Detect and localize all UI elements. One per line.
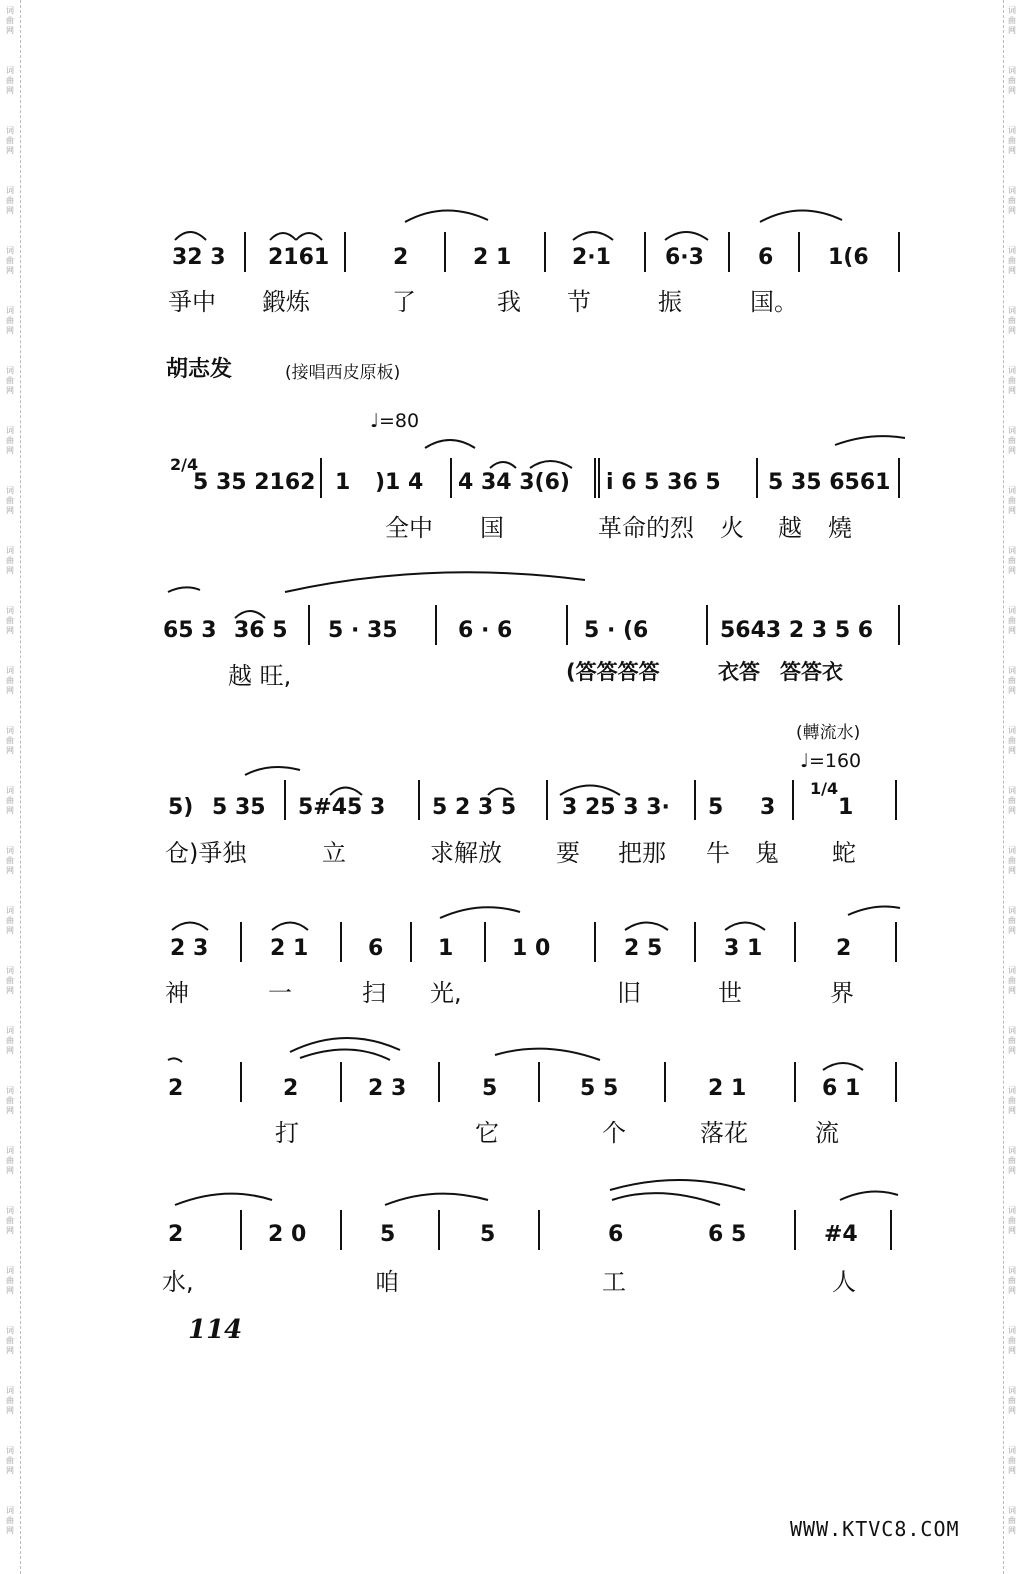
note-group: 2161 xyxy=(268,245,330,270)
watermark-mark: 词 曲 网 xyxy=(6,1026,14,1055)
lyric: 神 xyxy=(165,979,189,1007)
note-group: 2 1 xyxy=(708,1076,747,1101)
watermark-mark: 词 曲 网 xyxy=(1008,126,1016,155)
note-group: 3 1 xyxy=(724,936,763,961)
note-group: )1 4 xyxy=(375,470,424,495)
bar-line xyxy=(706,605,708,645)
lyric: 爭中 xyxy=(168,288,216,316)
bar-line xyxy=(538,1210,540,1250)
watermark-mark: 词 曲 网 xyxy=(6,1506,14,1535)
lyric: 立 xyxy=(322,839,346,867)
tempo-marking: ♩=80 xyxy=(370,410,420,432)
lyric: 人 xyxy=(832,1268,856,1296)
watermark-mark: 词 曲 网 xyxy=(1008,666,1016,695)
note-group: 5 · (6 xyxy=(584,618,649,643)
note-group: 2 3 xyxy=(170,936,209,961)
note-group: 1 xyxy=(838,795,854,820)
lyric: 把那 xyxy=(618,839,666,867)
lyric: 流 xyxy=(815,1119,839,1147)
watermark-mark: 词 曲 网 xyxy=(1008,846,1016,875)
bar-line xyxy=(598,458,600,498)
bar-line xyxy=(664,1062,666,1102)
lyric: 咱 xyxy=(375,1268,399,1296)
watermark-mark: 词 曲 网 xyxy=(6,1146,14,1175)
note-group: 2 xyxy=(168,1076,184,1101)
note-group: 2 xyxy=(168,1222,184,1247)
bar-line xyxy=(308,605,310,645)
watermark-mark: 词 曲 网 xyxy=(6,846,14,875)
note-group: 2 xyxy=(393,245,409,270)
note-group: 2 0 xyxy=(268,1222,307,1247)
watermark-mark: 词 曲 网 xyxy=(6,1326,14,1355)
lyric: 节 xyxy=(567,288,591,316)
watermark-mark: 词 曲 网 xyxy=(6,246,14,275)
lyric: 打 xyxy=(275,1119,299,1147)
lyric: 旧 xyxy=(617,979,641,1007)
lyric: 求解放 xyxy=(430,839,502,867)
note-group: 5) xyxy=(168,795,194,820)
bar-line xyxy=(538,1062,540,1102)
lyric: 全中 xyxy=(385,514,433,542)
bar-line xyxy=(240,1062,242,1102)
lyric: 要 xyxy=(556,839,580,867)
watermark-mark: 词 曲 网 xyxy=(1008,1386,1016,1415)
lyric: 扫 xyxy=(362,979,386,1007)
bar-line xyxy=(898,458,900,498)
tempo-change-note: (轉流水) xyxy=(796,723,861,743)
lyric: 水, xyxy=(162,1268,194,1296)
watermark-mark: 词 曲 网 xyxy=(6,966,14,995)
lyric: 越 xyxy=(778,514,802,542)
bar-line xyxy=(340,1062,342,1102)
bar-line xyxy=(898,232,900,272)
watermark-mark: 词 曲 网 xyxy=(6,1266,14,1295)
bar-line xyxy=(484,922,486,962)
note-group: 5 5 xyxy=(580,1076,619,1101)
time-signature: 2/4 xyxy=(170,455,199,474)
note-group: 6 xyxy=(368,936,384,961)
lyric: 光, xyxy=(430,979,462,1007)
watermark-mark: 词 曲 网 xyxy=(6,546,14,575)
note-group: 3 25 3 3· xyxy=(562,795,670,820)
bar-line xyxy=(435,605,437,645)
bar-line xyxy=(546,780,548,820)
note-group: 5643 2 3 5 6 xyxy=(720,618,874,643)
note-group: 2 1 xyxy=(473,245,512,270)
bar-line xyxy=(794,1062,796,1102)
lyric: 鍛炼 xyxy=(262,288,310,316)
note-group: 5 35 xyxy=(212,795,266,820)
note-group: 5 xyxy=(482,1076,498,1101)
note-group: 6 · 6 xyxy=(458,618,513,643)
lyric: 工 xyxy=(602,1268,626,1296)
lyric: 了 xyxy=(392,288,416,316)
watermark-mark: 词 曲 网 xyxy=(6,366,14,395)
bar-line xyxy=(544,232,546,272)
singer-label: 胡志发 xyxy=(166,357,233,382)
watermark-mark: 词 曲 网 xyxy=(1008,1086,1016,1115)
watermark-mark: 词 曲 网 xyxy=(1008,1446,1016,1475)
lyric: 答答衣 xyxy=(780,660,843,684)
bar-line xyxy=(728,232,730,272)
bar-line xyxy=(890,1210,892,1250)
watermark-mark: 词 曲 网 xyxy=(6,66,14,95)
note-group: 4 34 3(6) xyxy=(458,470,570,495)
bar-line xyxy=(756,458,758,498)
lyric: 鬼 xyxy=(755,839,779,867)
bar-line xyxy=(566,605,568,645)
watermark-mark: 词 曲 网 xyxy=(1008,1506,1016,1535)
bar-line xyxy=(794,1210,796,1250)
note-group: 5#45 3 xyxy=(298,795,386,820)
bar-line xyxy=(694,922,696,962)
watermark-mark: 词 曲 网 xyxy=(1008,606,1016,635)
watermark-mark: 词 曲 网 xyxy=(6,1446,14,1475)
bar-line xyxy=(344,232,346,272)
note-group: 5 xyxy=(480,1222,496,1247)
note-group: 2 3 xyxy=(368,1076,407,1101)
bar-line xyxy=(438,1210,440,1250)
note-group: 1 xyxy=(438,936,454,961)
lyric: 国。 xyxy=(750,288,798,316)
bar-line xyxy=(895,780,897,820)
lyric: 革命的烈 xyxy=(598,514,694,542)
note-group: 6 xyxy=(608,1222,624,1247)
bar-line xyxy=(340,922,342,962)
bar-line xyxy=(444,232,446,272)
note-group: 2 xyxy=(283,1076,299,1101)
note-group: 1 0 xyxy=(512,936,551,961)
note-group: 36 5 xyxy=(234,618,288,643)
watermark-mark: 词 曲 网 xyxy=(6,6,14,35)
bar-line xyxy=(284,780,286,820)
lyric: 落花 xyxy=(700,1119,748,1147)
watermark-mark: 词 曲 网 xyxy=(1008,246,1016,275)
lyric: 蛇 xyxy=(832,839,856,867)
watermark-mark: 词 曲 网 xyxy=(6,1086,14,1115)
watermark-mark: 词 曲 网 xyxy=(1008,1326,1016,1355)
lyric: (答答答答 xyxy=(566,660,660,684)
bar-line xyxy=(438,1062,440,1102)
note-group: 6 1 xyxy=(822,1076,861,1101)
bar-line xyxy=(798,232,800,272)
note-group: 2·1 xyxy=(572,245,611,270)
bar-line xyxy=(694,780,696,820)
watermark-mark: 词 曲 网 xyxy=(6,786,14,815)
watermark-mark: 词 曲 网 xyxy=(1008,906,1016,935)
watermark-mark: 词 曲 网 xyxy=(1008,786,1016,815)
lyric: 它 xyxy=(475,1119,499,1147)
bar-line xyxy=(240,922,242,962)
bar-line xyxy=(898,605,900,645)
watermark-mark: 词 曲 网 xyxy=(6,666,14,695)
note-group: 1(6 xyxy=(828,245,869,270)
lyric: 国 xyxy=(480,514,504,542)
bar-line xyxy=(594,922,596,962)
watermark-mark: 词 曲 网 xyxy=(1008,1266,1016,1295)
note-group: 5 xyxy=(708,795,724,820)
note-group: 2 5 xyxy=(624,936,663,961)
watermark-mark: 词 曲 网 xyxy=(6,486,14,515)
bar-line xyxy=(895,922,897,962)
note-group: 6 5 xyxy=(708,1222,747,1247)
lyric: 仓)爭独 xyxy=(165,839,247,867)
bar-line xyxy=(418,780,420,820)
time-signature: 1/4 xyxy=(810,779,839,798)
note-group: 2 xyxy=(836,936,852,961)
note-group: 5 35 6561 xyxy=(768,470,891,495)
note-group: 5 2 3 5 xyxy=(432,795,517,820)
watermark-mark: 词 曲 网 xyxy=(1008,726,1016,755)
bar-line xyxy=(644,232,646,272)
bar-line xyxy=(792,780,794,820)
note-group: 3 xyxy=(760,795,776,820)
bar-line xyxy=(594,458,596,498)
lyric: 火 xyxy=(720,514,744,542)
note-group: 5 35 2162 xyxy=(193,470,316,495)
tempo-marking: ♩=160 xyxy=(800,750,862,772)
lyric: 我 xyxy=(497,288,521,316)
note-group: 6·3 xyxy=(665,245,704,270)
watermark-mark: 词 曲 网 xyxy=(1008,186,1016,215)
note-group: 65 3 xyxy=(163,618,217,643)
note-group: i 6 5 36 5 xyxy=(606,470,721,495)
watermark-mark: 词 曲 网 xyxy=(6,906,14,935)
note-group: 5 · 35 xyxy=(328,618,398,643)
watermark-mark: 词 曲 网 xyxy=(1008,1026,1016,1055)
bar-line xyxy=(240,1210,242,1250)
watermark-mark: 词 曲 网 xyxy=(6,606,14,635)
lyric: 燒 xyxy=(828,514,852,542)
page-number: 114 xyxy=(188,1315,243,1345)
bar-line xyxy=(340,1210,342,1250)
watermark-mark: 词 曲 网 xyxy=(1008,66,1016,95)
bar-line xyxy=(244,232,246,272)
watermark-mark: 词 曲 网 xyxy=(6,1386,14,1415)
watermark-mark: 词 曲 网 xyxy=(1008,546,1016,575)
site-watermark: WWW.KTVC8.COM xyxy=(790,1517,960,1541)
lyric: 世 xyxy=(718,979,742,1007)
note-group: #4 xyxy=(824,1222,858,1247)
watermark-mark: 词 曲 网 xyxy=(1008,1146,1016,1175)
lyric: 牛 xyxy=(706,839,730,867)
watermark-mark: 词 曲 网 xyxy=(1008,366,1016,395)
section-note: (接唱西皮原板) xyxy=(285,363,401,383)
lyric: 振 xyxy=(658,288,682,316)
watermark-mark: 词 曲 网 xyxy=(6,306,14,335)
bar-line xyxy=(450,458,452,498)
watermark-mark: 词 曲 网 xyxy=(1008,6,1016,35)
bar-line xyxy=(320,458,322,498)
bar-line xyxy=(410,922,412,962)
lyric: 越 旺, xyxy=(228,662,292,690)
lyric: 一 xyxy=(268,979,292,1007)
note-group: 2 1 xyxy=(270,936,309,961)
watermark-mark: 词 曲 网 xyxy=(1008,966,1016,995)
lyric: 衣答 xyxy=(718,660,760,684)
watermark-mark: 词 曲 网 xyxy=(6,126,14,155)
lyric: 界 xyxy=(830,979,854,1007)
watermark-mark: 词 曲 网 xyxy=(1008,1206,1016,1235)
note-group: 1 xyxy=(335,470,351,495)
note-group: 6 xyxy=(758,245,774,270)
watermark-mark: 词 曲 网 xyxy=(6,726,14,755)
bar-line xyxy=(794,922,796,962)
note-group: 32 3 xyxy=(172,245,226,270)
lyric: 个 xyxy=(602,1119,626,1147)
watermark-mark: 词 曲 网 xyxy=(1008,426,1016,455)
watermark-mark: 词 曲 网 xyxy=(6,426,14,455)
watermark-mark: 词 曲 网 xyxy=(1008,306,1016,335)
bar-line xyxy=(895,1062,897,1102)
watermark-mark: 词 曲 网 xyxy=(1008,486,1016,515)
watermark-mark: 词 曲 网 xyxy=(6,1206,14,1235)
watermark-mark: 词 曲 网 xyxy=(6,186,14,215)
note-group: 5 xyxy=(380,1222,396,1247)
